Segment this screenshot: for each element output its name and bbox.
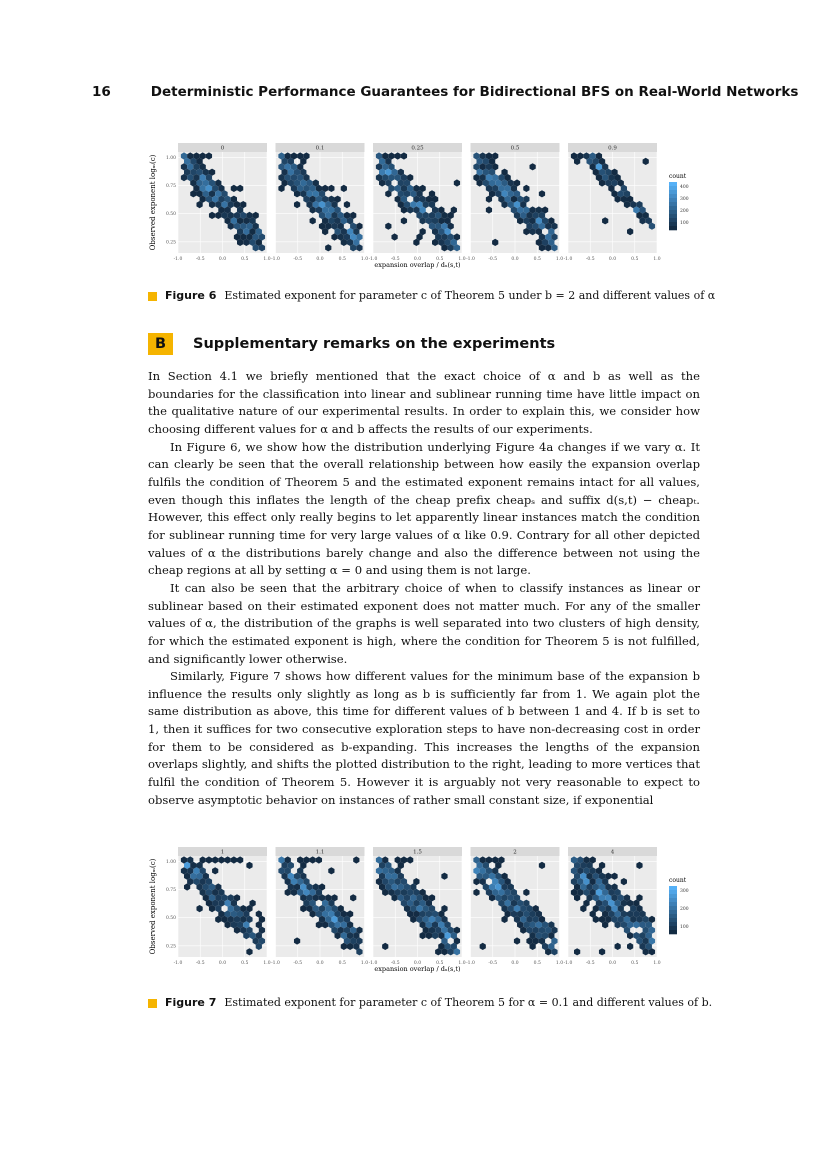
facet-label: 0.1 [315,145,325,152]
paragraph: In Figure 6, we show how the distribution underlying Figure 4a changes if we vary α. It can clearly be seen that the overall relationship between how easily the expansion overlap fulfils the condition of Theorem 5 and the estimated exponent remains intact for all values, even though this inflates the length of the cheap prefix cheapₛ and suffix d(s,t) − cheapₜ. However, this effect only really begins to let apparently linear instances match the condition for sublinear running time for very large values of α like 0.9. Contrary for all other depicted values of α the distributions barely change and also the difference between not using the cheap regions at all by setting α = 0 and using them is not large. [148,439,700,578]
x-tick-label: 1.0 [263,961,271,966]
legend-tick-label: 100 [680,925,689,930]
x-tick-label: -1.0 [466,257,475,262]
page-number: 16 [92,84,111,100]
paragraph: It can also be seen that the arbitrary choice of when to classify instances as linear or sublinear based on their estimated exponent does not matter much. For any of the smaller values of α, the distribution of the graphs is well separated into two clusters of high density, for which the estimated exponent is high, where the condition for Theorem 5 is not fulfilled, and significantly lower otherwise. [148,580,700,666]
facet-label: 1.5 [413,849,422,856]
running-header [92,84,799,100]
x-tick-label: 1.0 [360,961,369,966]
x-tick-label: -1.0 [271,257,280,262]
y-tick-label: 1.00 [165,156,176,162]
x-tick-label: 1.0 [653,961,661,966]
legend-gradient-step [669,190,677,194]
facet-label: 0 [220,145,225,152]
legend-gradient-step [669,202,677,206]
facet-label: 0.9 [608,145,617,152]
figure-7-svg [148,842,708,982]
legend-gradient-step [669,214,677,218]
legend-gradient-step [669,906,677,910]
x-tick-label: 0.0 [218,257,227,262]
x-tick-label: 0.5 [241,257,249,262]
x-tick-label: -1.0 [173,257,183,262]
x-tick-label: -0.5 [585,961,595,966]
legend-gradient-step [669,890,677,894]
x-tick-label: 1.0 [360,257,369,262]
legend-tick-label: 300 [680,197,689,202]
y-axis-title: Observed exponent logₘ(c) [149,154,157,251]
figure-6-label: Figure 6 [165,289,217,302]
x-tick-label: -0.5 [293,257,303,262]
x-tick-label: -1.0 [368,257,378,262]
legend-gradient-step [669,206,677,210]
legend-tick-label: 300 [680,889,689,894]
body-text [148,368,700,809]
legend-tick-label: 400 [680,185,689,190]
legend-tick-label: 100 [680,221,689,226]
legend-title: count [669,173,687,180]
x-tick-label: 1.0 [458,961,466,966]
x-tick-label: 0.5 [436,961,444,966]
legend-gradient-step [669,918,677,922]
x-tick-label: -1.0 [466,961,475,966]
x-tick-label: -0.5 [195,257,205,262]
figure-7-label: Figure 7 [165,996,217,1009]
section-title: Supplementary remarks on the experiments [193,336,556,352]
x-tick-label: -1.0 [271,961,280,966]
legend-gradient-step [669,922,677,926]
x-tick-label: 0.5 [631,961,639,966]
y-tick-label: 0.75 [165,888,176,894]
legend-gradient-step [669,198,677,202]
legend-gradient-step [669,910,677,914]
legend-title: count [669,877,687,884]
y-tick-label: 0.50 [165,916,176,922]
x-tick-label: 0.5 [338,961,346,966]
facet-label: 0.25 [411,145,424,152]
legend-gradient-step [669,902,677,906]
y-tick-label: 0.50 [165,212,176,218]
facet-label: 2 [513,849,517,856]
legend-gradient-step [669,186,677,190]
facet-label: 1.1 [315,849,325,856]
legend-gradient-step [669,914,677,918]
figure-6-caption-text: Estimated exponent for parameter c of Theorem 5 under b = 2 and different values of α [224,289,716,302]
x-tick-label: 0.0 [608,961,617,966]
legend-tick-label: 200 [680,907,689,912]
x-tick-label: 0.5 [338,257,346,262]
legend-gradient-step [669,222,677,226]
x-tick-label: 0.5 [436,257,444,262]
legend-gradient-step [669,194,677,198]
legend-gradient-step [669,926,677,930]
running-title: Deterministic Performance Guarantees for Bidirectional BFS on Real-World Networks [150,84,799,100]
x-tick-label: 1.0 [458,257,466,262]
y-tick-label: 0.25 [165,944,176,950]
x-tick-label: 0.0 [218,961,227,966]
legend-gradient-step [669,886,677,890]
facet-label: 1 [220,849,225,856]
legend-gradient-step [669,930,677,934]
x-tick-label: -0.5 [390,961,400,966]
x-tick-label: -1.0 [563,257,573,262]
x-tick-label: -0.5 [585,257,595,262]
x-axis-title: expansion overlap / dᵤ(s,t) [374,965,461,973]
y-tick-label: 0.75 [165,184,176,190]
x-tick-label: -0.5 [488,961,498,966]
legend-gradient-step [669,182,677,186]
paragraph: Similarly, Figure 7 shows how different values for the minimum base of the expansion b influence the results only slightly as long as b is sufficiently far from 1. We again plot the same distribution as above, this time for different values of b between 1 and 4. If b is set to 1, then it suffices for two consecutive exploration steps to have non-decreasing cost in order for them to be considered as b-expanding. This increases the lengths of the expansion overlaps slightly, and shifts the plotted distribution to the right, leading to more vertices that fulfil the condition of Theorem 5. However it is arguably not very reasonable to expect to observe asymptotic behavior on instances of rather small constant size, if exponential [148,669,700,807]
figure-7-caption-text: Estimated exponent for parameter c of Theorem 5 for α = 0.1 and different values of b. [224,996,713,1009]
legend-tick-label: 200 [680,209,689,214]
figure-6-chart [148,138,708,278]
x-tick-label: 0.0 [316,961,324,966]
x-tick-label: 1.0 [263,257,271,262]
y-tick-label: 0.25 [165,240,176,246]
figure-7-caption [148,996,713,1010]
x-tick-label: -0.5 [488,257,498,262]
x-tick-label: 0.5 [241,961,249,966]
y-tick-label: 1.00 [165,860,176,866]
x-tick-label: -1.0 [563,961,573,966]
x-tick-label: -1.0 [368,961,378,966]
legend-gradient-step [669,218,677,222]
x-tick-label: -1.0 [173,961,183,966]
section-number: B [148,333,173,355]
x-tick-label: -0.5 [390,257,400,262]
figure-6-svg [148,138,708,278]
y-axis-title: Observed exponent logₘ(c) [149,858,157,955]
x-tick-label: -0.5 [195,961,205,966]
x-tick-label: 0.5 [631,257,639,262]
caption-marker-icon [148,999,157,1008]
x-tick-label: 1.0 [555,961,564,966]
paragraph: In Section 4.1 we briefly mentioned that the exact choice of α and b as well as the boundaries for the classification into linear and sublinear running time have little impact on the qualitative nature of our experimental results. In order to explain this, we consider how choosing different values for α and b affects the results of our experiments. [148,369,700,436]
x-tick-label: 0.0 [316,257,324,262]
x-tick-label: 0.0 [413,961,422,966]
facet-label: 4 [610,849,615,856]
caption-marker-icon [148,292,157,301]
x-tick-label: 0.5 [533,257,541,262]
figure-7-chart [148,842,708,982]
section-heading [148,333,555,355]
x-tick-label: 1.0 [555,257,564,262]
legend-gradient-step [669,898,677,902]
legend-gradient-step [669,210,677,214]
x-tick-label: 1.0 [653,257,661,262]
facet-label: 0.5 [510,145,520,152]
x-axis-title: expansion overlap / dᵤ(s,t) [374,261,461,269]
legend-gradient-step [669,894,677,898]
x-tick-label: 0.0 [511,961,519,966]
x-tick-label: 0.5 [533,961,541,966]
x-tick-label: 0.0 [608,257,617,262]
x-tick-label: 0.0 [511,257,519,262]
x-tick-label: -0.5 [293,961,303,966]
legend-gradient-step [669,226,677,230]
x-tick-label: 0.0 [413,257,422,262]
figure-6-caption [148,289,716,303]
